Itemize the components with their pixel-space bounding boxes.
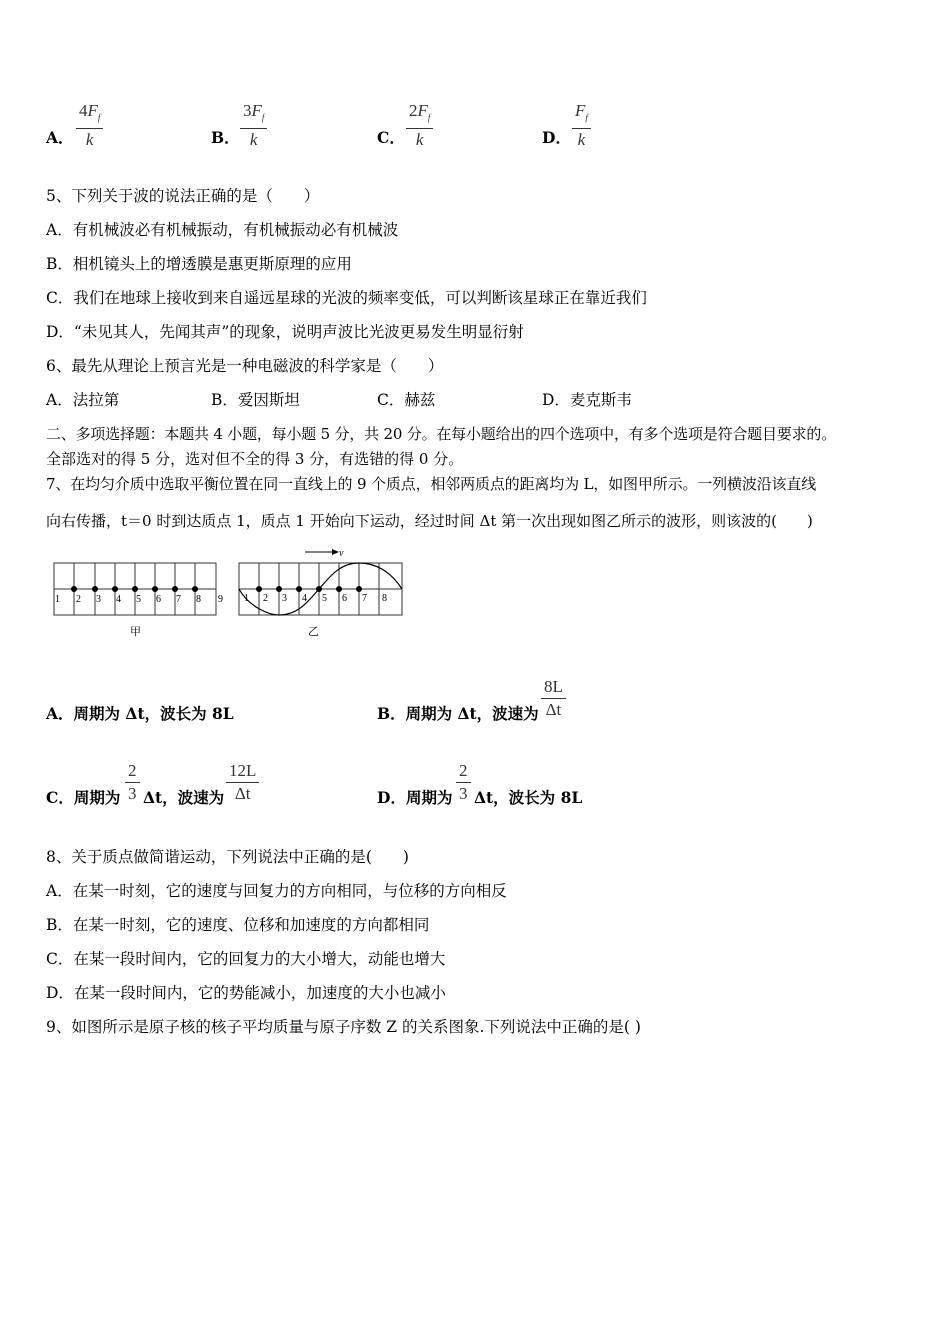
q4-option-c-label: C．	[377, 128, 405, 147]
q5-option-c: C．我们在地球上接收到来自遥远星球的光波的频率变低，可以判断该星球正在靠近我们	[46, 289, 647, 307]
section2-heading-line1: 二、多项选择题：本题共 4 小题，每小题 5 分，共 20 分。在每小题给出的四个选项中，有多个选项是符合题目要求的。	[46, 425, 836, 443]
particle-number: 5	[322, 593, 327, 604]
particle-number: 1	[244, 593, 249, 604]
q7-option-d-suffix: Δt，波长为 8L	[474, 788, 583, 807]
section2-heading-line2: 全部选对的得 5 分，选对但不全的得 3 分，有选错的得 0 分。	[46, 450, 464, 468]
particle-dot	[276, 586, 282, 592]
particle-dot	[192, 586, 198, 592]
particle-number: 2	[263, 593, 268, 604]
q6-option-c: C．赫兹	[377, 391, 436, 409]
particle-dot	[296, 586, 302, 592]
q6-option-a: A．法拉第	[46, 391, 120, 409]
q4-option-b-fraction: $\frac{3F_f}{k}$	[240, 100, 267, 151]
particle-number: 9	[218, 594, 223, 605]
particle-number: 2	[76, 594, 81, 605]
figure-jia	[50, 560, 230, 640]
particle-dot	[92, 586, 98, 592]
particle-number: 3	[282, 593, 287, 604]
q5-stem: 5、下列关于波的说法正确的是（ ）	[46, 187, 320, 205]
particle-dot	[112, 586, 118, 592]
particle-number: 7	[176, 594, 181, 605]
figure-jia-label: 甲	[130, 626, 141, 638]
q7-option-d-prefix: D．周期为	[377, 788, 453, 807]
figure-yi-label: 乙	[308, 626, 319, 638]
q7-option-d-period-fraction: $\frac{2}{3}$	[456, 760, 471, 805]
q5-option-d: D．“未见其人，先闻其声”的现象，说明声波比光波更易发生明显衍射	[46, 323, 524, 341]
particle-dot	[172, 586, 178, 592]
q7-stem-line1: 7、在均匀介质中选取平衡位置在同一直线上的 9 个质点，相邻两质点的距离均为 L，如图甲所示。一列横波沿该直线	[46, 475, 817, 493]
particle-dot	[132, 586, 138, 592]
particle-number: 1	[55, 594, 60, 605]
q5-option-a: A．有机械波必有机械振动，有机械振动必有机械波	[46, 221, 399, 239]
q8-option-c: C．在某一段时间内，它的回复力的大小增大，动能也增大	[46, 950, 446, 968]
q7-option-b-fraction: $\frac{8L}{\Delta t}$	[541, 676, 566, 721]
q7-option-b-text: B．周期为 Δt，波速为	[377, 704, 539, 723]
q7-option-a: A．周期为 Δt，波长为 8L	[46, 704, 234, 723]
q8-stem: 8、关于质点做简谐运动，下列说法中正确的是( )	[46, 848, 409, 866]
particle-number: 8	[196, 594, 201, 605]
particle-number: 4	[302, 593, 307, 604]
particle-number: 6	[156, 594, 161, 605]
q4-option-d-fraction: $\frac{F_f}{k}$	[572, 100, 591, 151]
q8-option-d: D．在某一段时间内，它的势能减小，加速度的大小也减小	[46, 984, 446, 1002]
particle-number: 5	[136, 594, 141, 605]
q6-option-b: B．爱因斯坦	[211, 391, 300, 409]
particle-number: 7	[362, 593, 367, 604]
particle-dot	[256, 586, 262, 592]
particle-number: 8	[382, 593, 387, 604]
particle-number: 3	[96, 594, 101, 605]
q7-option-c-period-fraction: $\frac{2}{3}$	[125, 760, 140, 805]
particle-number: 4	[116, 594, 121, 605]
velocity-arrow	[305, 548, 344, 559]
q6-stem: 6、最先从理论上预言光是一种电磁波的科学家是（ ）	[46, 357, 444, 375]
particle-dot	[336, 586, 342, 592]
velocity-label: v	[339, 548, 344, 559]
q4-option-c-fraction: $\frac{2F_f}{k}$	[406, 100, 433, 151]
q4-option-a-label: A．	[46, 128, 74, 147]
particle-dot	[71, 586, 77, 592]
particle-number: 6	[342, 593, 347, 604]
q8-option-b: B．在某一时刻，它的速度、位移和加速度的方向都相同	[46, 916, 430, 934]
q5-option-b: B．相机镜头上的增透膜是惠更斯原理的应用	[46, 255, 352, 273]
figure-yi	[235, 545, 410, 640]
q4-option-b-label: B．	[211, 128, 240, 147]
q4-option-a-fraction: $\frac{4F_f}{k}$	[76, 100, 103, 151]
particle-dot	[152, 586, 158, 592]
q6-option-d: D．麦克斯韦	[542, 391, 632, 409]
q7-option-c-mid: Δt，波速为	[143, 788, 225, 807]
q7-stem-line2: 向右传播，t＝0 时到达质点 1，质点 1 开始向下运动，经过时间 Δt 第一次出现如图乙所示的波形，则该波的( )	[46, 512, 813, 530]
q4-option-d-label: D．	[542, 128, 571, 147]
particle-dot	[356, 586, 362, 592]
q7-option-c-prefix: C．周期为	[46, 788, 121, 807]
q7-option-c-speed-fraction: $\frac{12L}{\Delta t}$	[226, 760, 259, 805]
q9-stem: 9、如图所示是原子核的核子平均质量与原子序数 Z 的关系图象.下列说法中正确的是( )	[46, 1018, 641, 1036]
q8-option-a: A．在某一时刻，它的速度与回复力的方向相同，与位移的方向相反	[46, 882, 507, 900]
particle-dot	[316, 586, 322, 592]
